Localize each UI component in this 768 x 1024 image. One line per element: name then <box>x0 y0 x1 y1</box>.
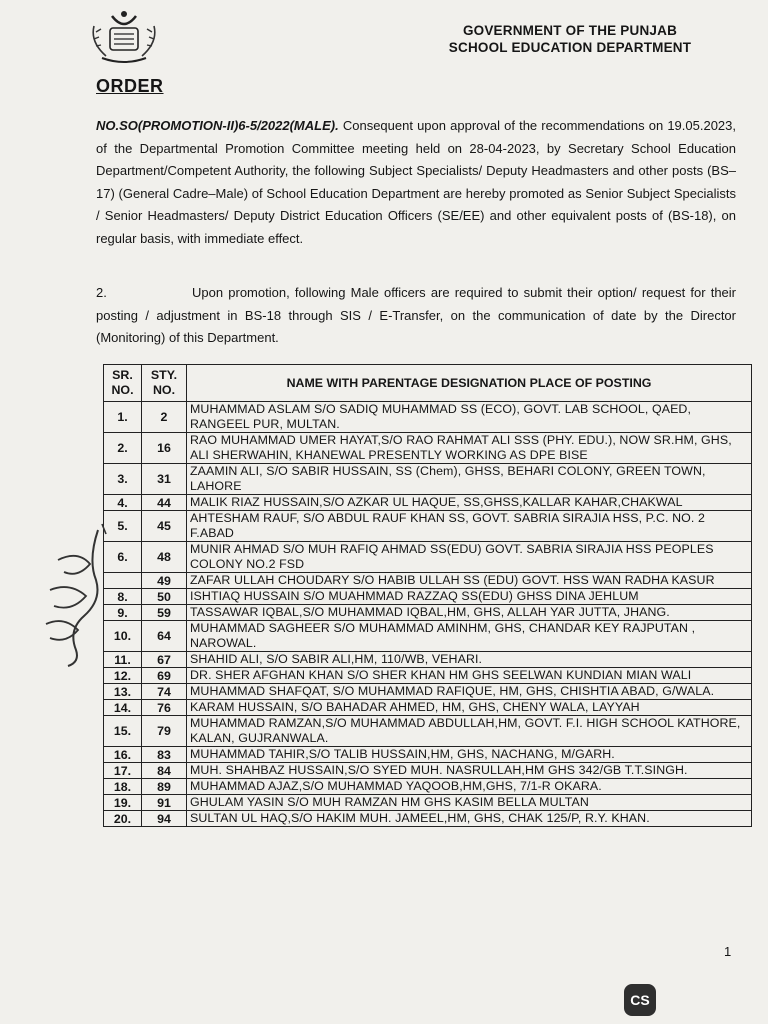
sr-cell: 16. <box>104 747 142 763</box>
order-title: ORDER <box>96 76 164 96</box>
table-row <box>104 747 752 763</box>
sty-cell: 74 <box>142 684 187 700</box>
handwritten-signature <box>28 520 118 670</box>
detail-cell: MUHAMMAD SAGHEER S/O MUHAMMAD AMINHM, GHS, CHANDAR KEY RAJPUTAN , NAROWAL. <box>187 621 752 652</box>
sty-cell: 31 <box>142 464 187 495</box>
sr-cell: 10. <box>104 621 142 652</box>
punjab-emblem-icon <box>84 6 164 66</box>
sty-cell: 49 <box>142 573 187 589</box>
sty-cell: 64 <box>142 621 187 652</box>
paragraph-1 <box>96 115 736 250</box>
table-row <box>104 605 752 621</box>
detail-cell: MUH. SHAHBAZ HUSSAIN,S/O SYED MUH. NASRULLAH,HM GHS 342/GB T.T.SINGH. <box>187 763 752 779</box>
sty-cell: 84 <box>142 763 187 779</box>
table-row <box>104 573 752 589</box>
detail-cell: ZAAMIN ALI, S/O SABIR HUSSAIN, SS (Chem), GHSS, BEHARI COLONY, GREEN TOWN, LAHORE <box>187 464 752 495</box>
table-row <box>104 589 752 605</box>
sty-cell: 67 <box>142 652 187 668</box>
letterhead-line-1: GOVERNMENT OF THE PUNJAB <box>462 23 678 38</box>
table-row <box>104 402 752 433</box>
sty-cell: 69 <box>142 668 187 684</box>
detail-cell: MUHAMMAD AJAZ,S/O MUHAMMAD YAQOOB,HM,GHS, 7/1-R OKARA. <box>187 779 752 795</box>
detail-cell: GHULAM YASIN S/O MUH RAMZAN HM GHS KASIM BELLA MULTAN <box>187 795 752 811</box>
sty-cell: 89 <box>142 779 187 795</box>
detail-cell: ISHTIAQ HUSSAIN S/O MUAHMMAD RAZZAQ SS(EDU) GHSS DINA JEHLUM <box>187 589 752 605</box>
detail-cell: MALIK RIAZ HUSSAIN,S/O AZKAR UL HAQUE, SS,GHSS,KALLAR KAHAR,CHAKWAL <box>187 495 752 511</box>
sty-cell: 50 <box>142 589 187 605</box>
detail-cell: MUHAMMAD RAMZAN,S/O MUHAMMAD ABDULLAH,HM, GOVT. F.I. HIGH SCHOOL KATHORE, KALAN, GUJRANWALA. <box>187 716 752 747</box>
table-row <box>104 684 752 700</box>
sr-cell: 19. <box>104 795 142 811</box>
sty-cell: 48 <box>142 542 187 573</box>
sr-cell: 12. <box>104 668 142 684</box>
sr-cell: 5. <box>104 511 142 542</box>
detail-cell: MUHAMMAD TAHIR,S/O TALIB HUSSAIN,HM, GHS, NACHANG, M/GARH. <box>187 747 752 763</box>
table-row <box>104 464 752 495</box>
sr-cell: 3. <box>104 464 142 495</box>
sty-cell: 59 <box>142 605 187 621</box>
table-row <box>104 511 752 542</box>
detail-cell: RAO MUHAMMAD UMER HAYAT,S/O RAO RAHMAT ALI SSS (PHY. EDU.), NOW SR.HM, GHS, ALI SHERWAHIN, KHANEWAL PRESENTLY WORKING AS DPE BISE <box>187 433 752 464</box>
sr-cell: 11. <box>104 652 142 668</box>
table-row <box>104 542 752 573</box>
sr-cell: 20. <box>104 811 142 827</box>
letterhead-line-2: SCHOOL EDUCATION DEPARTMENT <box>448 40 692 55</box>
detail-cell: DR. SHER AFGHAN KHAN S/O SHER KHAN HM GHS SEELWAN KUNDIAN MIAN WALI <box>187 668 752 684</box>
sty-cell: 83 <box>142 747 187 763</box>
table-header-row <box>104 365 752 402</box>
table-row <box>104 495 752 511</box>
detail-cell: SULTAN UL HAQ,S/O HAKIM MUH. JAMEEL,HM, GHS, CHAK 125/P, R.Y. KHAN. <box>187 811 752 827</box>
sty-cell: 76 <box>142 700 187 716</box>
reference-number: NO.SO(PROMOTION-II)6-5/2022(MALE). <box>96 118 339 133</box>
table-body <box>104 402 752 827</box>
sr-cell: 15. <box>104 716 142 747</box>
table-row <box>104 716 752 747</box>
detail-cell: KARAM HUSSAIN, S/O BAHADAR AHMED, HM, GHS, CHENY WALA, LAYYAH <box>187 700 752 716</box>
sr-cell: 13. <box>104 684 142 700</box>
sr-cell: 1. <box>104 402 142 433</box>
sr-cell: 14. <box>104 700 142 716</box>
sty-cell: 91 <box>142 795 187 811</box>
paragraph-2-text: Upon promotion, following Male officers are required to submit their option/ request for their posting / adjustment in BS-18 through SIS / E-Transfer, on the communication of date by the Director (Monitoring) of this Department. <box>96 285 736 345</box>
table-row <box>104 811 752 827</box>
letterhead <box>420 22 720 56</box>
detail-cell: MUHAMMAD SHAFQAT, S/O MUHAMMAD RAFIQUE, HM, GHS, CHISHTIA ABAD, G/WALA. <box>187 684 752 700</box>
sty-cell: 79 <box>142 716 187 747</box>
sty-cell: 16 <box>142 433 187 464</box>
detail-cell: SHAHID ALI, S/O SABIR ALI,HM, 110/WB, VEHARI. <box>187 652 752 668</box>
sr-cell: 6. <box>104 542 142 573</box>
sr-cell: 17. <box>104 763 142 779</box>
sr-cell: 9. <box>104 605 142 621</box>
table-row <box>104 779 752 795</box>
table-row <box>104 795 752 811</box>
detail-cell: AHTESHAM RAUF, S/O ABDUL RAUF KHAN SS, GOVT. SABRIA SIRAJIA HSS, P.C. NO. 2 F.ABAD <box>187 511 752 542</box>
paragraph-1-text: Consequent upon approval of the recommendations on 19.05.2023, of the Departmental Promotion Committee meeting held on 28-04-2023, by Secretary School Education Department/Competent Authority, the following Subject Specialists/ Deputy Headmasters and other posts (BS–17) (General Cadre–Male) of School Education Department are hereby promoted as Senior Subject Specialists / Senior Headmasters/ Deputy District Education Officers (SE/EE) and other equivalent posts of (BS-18), on regular basis, with immediate effect. <box>96 118 736 246</box>
table-row <box>104 668 752 684</box>
table-row <box>104 652 752 668</box>
table-row <box>104 763 752 779</box>
sr-cell: 2. <box>104 433 142 464</box>
header-sty-no: STY. NO. <box>142 365 187 402</box>
table-row <box>104 621 752 652</box>
camscanner-badge: CS <box>624 984 656 1016</box>
table-row <box>104 700 752 716</box>
paragraph-2 <box>96 282 736 350</box>
promotion-table <box>103 364 752 827</box>
page-number: 1 <box>724 944 732 959</box>
header-name: NAME WITH PARENTAGE DESIGNATION PLACE OF POSTING <box>187 365 752 402</box>
sty-cell: 2 <box>142 402 187 433</box>
sty-cell: 45 <box>142 511 187 542</box>
detail-cell: TASSAWAR IQBAL,S/O MUHAMMAD IQBAL,HM, GHS, ALLAH YAR JUTTA, JHANG. <box>187 605 752 621</box>
sr-cell: 4. <box>104 495 142 511</box>
table-row <box>104 433 752 464</box>
sr-cell: 18. <box>104 779 142 795</box>
paragraph-2-number: 2. <box>96 285 107 300</box>
header-sr-no: SR. NO. <box>104 365 142 402</box>
detail-cell: ZAFAR ULLAH CHOUDARY S/O HABIB ULLAH SS (EDU) GOVT. HSS WAN RADHA KASUR <box>187 573 752 589</box>
sty-cell: 44 <box>142 495 187 511</box>
detail-cell: MUNIR AHMAD S/O MUH RAFIQ AHMAD SS(EDU) GOVT. SABRIA SIRAJIA HSS PEOPLES COLONY NO.2 FSD <box>187 542 752 573</box>
sty-cell: 94 <box>142 811 187 827</box>
detail-cell: MUHAMMAD ASLAM S/O SADIQ MUHAMMAD SS (ECO), GOVT. LAB SCHOOL, QAED, RANGEEL PUR, MULTAN. <box>187 402 752 433</box>
sr-cell: 8. <box>104 589 142 605</box>
